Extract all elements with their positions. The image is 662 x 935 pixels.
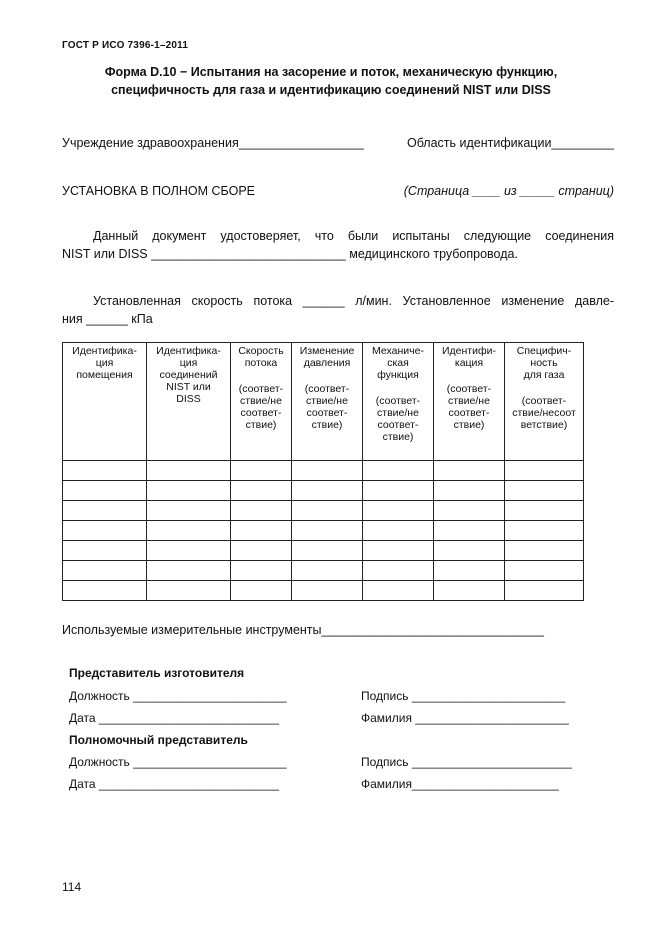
table-cell[interactable]: [434, 461, 505, 481]
table-cell[interactable]: [147, 461, 231, 481]
table-cell[interactable]: [363, 501, 434, 521]
authorized-signature-field[interactable]: Подпись ________________________: [361, 755, 572, 769]
table-cell[interactable]: [231, 521, 292, 541]
authorized-position-field[interactable]: Должность _______________________: [69, 755, 287, 769]
manufacturer-position-field[interactable]: Должность _______________________: [69, 689, 287, 703]
table-cell[interactable]: [147, 521, 231, 541]
table-cell[interactable]: [147, 581, 231, 601]
table-cell[interactable]: [147, 501, 231, 521]
column-header-compliance-note: (соответ- ствие/не соответ- ствие): [375, 395, 421, 443]
table-header-row: [63, 343, 584, 461]
table-cell[interactable]: [292, 461, 363, 481]
flow-settings-paragraph: [62, 292, 614, 328]
instruments-field[interactable]: Используемые измерительные инструменты________________________________: [62, 623, 544, 637]
column-header: [63, 343, 147, 461]
table-cell[interactable]: [63, 581, 147, 601]
table-cell[interactable]: [505, 461, 584, 481]
table-cell[interactable]: [363, 461, 434, 481]
form-title-line-1: Форма D.10 − Испытания на засорение и поток, механическую функцию,: [104, 65, 558, 79]
table-cell[interactable]: [363, 561, 434, 581]
table-cell[interactable]: [292, 541, 363, 561]
table-cell[interactable]: [434, 561, 505, 581]
table-cell[interactable]: [292, 581, 363, 601]
column-header-name: Идентифи- кация: [442, 345, 496, 369]
table-row: [63, 501, 584, 521]
column-header-name: Изменение давления: [299, 345, 355, 369]
table-cell[interactable]: [63, 561, 147, 581]
table-cell[interactable]: [231, 461, 292, 481]
identification-area-field[interactable]: Область идентификации_________: [406, 136, 614, 150]
standard-code: ГОСТ Р ИСО 7396-1–2011: [62, 40, 189, 51]
table-cell[interactable]: [434, 501, 505, 521]
table-cell[interactable]: [147, 481, 231, 501]
pressure-change-line[interactable]: ния ______ кПа: [62, 312, 153, 326]
column-header: [147, 343, 231, 461]
table-cell[interactable]: [434, 481, 505, 501]
column-header-name: Идентифика- ция помещения: [72, 345, 137, 381]
table-cell[interactable]: [434, 581, 505, 601]
table-cell[interactable]: [63, 521, 147, 541]
certification-line-2[interactable]: NIST или DISS ____________________________ медицинского трубопровода.: [62, 247, 518, 261]
table-row: [63, 541, 584, 561]
authorized-date-field[interactable]: Дата ___________________________: [69, 777, 280, 791]
table-cell[interactable]: [231, 581, 292, 601]
form-title-line-2: специфичность для газа и идентификацию соединений NIST или DISS: [111, 83, 551, 97]
table-row: [63, 481, 584, 501]
table-row: [63, 581, 584, 601]
institution-row: [62, 136, 614, 150]
table-cell[interactable]: [505, 501, 584, 521]
table-cell[interactable]: [63, 501, 147, 521]
table-cell[interactable]: [63, 481, 147, 501]
table-cell[interactable]: [147, 541, 231, 561]
table-cell[interactable]: [147, 561, 231, 581]
table-cell[interactable]: [505, 521, 584, 541]
table-cell[interactable]: [231, 501, 292, 521]
certification-line-1: Данный документ удостоверяет, что были испытаны следующие соединения: [93, 229, 614, 243]
table-row: [63, 521, 584, 541]
table-row: [63, 561, 584, 581]
table-cell[interactable]: [292, 481, 363, 501]
table-cell[interactable]: [231, 541, 292, 561]
column-header-compliance-note: (соответ- ствие/не соответ- ствие): [304, 383, 350, 431]
installation-label: УСТАНОВКА В ПОЛНОМ СБОРЕ: [62, 184, 255, 198]
column-header: [434, 343, 505, 461]
column-header-name: Идентифика- ция соединений NIST или DISS: [156, 345, 221, 405]
table-cell[interactable]: [292, 501, 363, 521]
certification-paragraph: [62, 227, 614, 263]
table-cell[interactable]: [231, 481, 292, 501]
page-number: 114: [62, 880, 82, 894]
test-results-table: [62, 342, 584, 601]
manufacturer-signature-field[interactable]: Подпись _______________________: [361, 689, 566, 703]
table-cell[interactable]: [292, 561, 363, 581]
column-header-compliance-note: (соответ- ствие/не соответ- ствие): [446, 383, 492, 431]
table-cell[interactable]: [231, 561, 292, 581]
table-cell[interactable]: [434, 541, 505, 561]
manufacturer-date-field[interactable]: Дата ___________________________: [69, 711, 280, 725]
flow-rate-line[interactable]: Установленная скорость потока ______ л/мин. Установленное изменение давле-: [93, 294, 614, 308]
authorized-surname-field[interactable]: Фамилия______________________: [361, 777, 559, 791]
column-header: [231, 343, 292, 461]
table-cell[interactable]: [63, 541, 147, 561]
table-cell[interactable]: [363, 581, 434, 601]
table-cell[interactable]: [292, 521, 363, 541]
column-header-name: Механиче- ская функция: [372, 345, 424, 381]
manufacturer-section-title: Представитель изготовителя: [69, 666, 245, 680]
column-header-name: Скорость потока: [238, 345, 284, 369]
column-header: [292, 343, 363, 461]
page-count-field[interactable]: (Страница ____ из _____ страниц): [403, 184, 614, 198]
table-cell[interactable]: [363, 481, 434, 501]
institution-field[interactable]: Учреждение здравоохранения__________________: [62, 136, 364, 150]
authorized-section-title: Полномочный представитель: [69, 733, 248, 747]
column-header: [505, 343, 584, 461]
table-cell[interactable]: [63, 461, 147, 481]
column-header-compliance-note: (соответ- ствие/не соответ- ствие): [238, 383, 284, 431]
table-cell[interactable]: [505, 561, 584, 581]
column-header-compliance-note: (соответ- ствие/несоот ветствие): [512, 395, 576, 431]
table-cell[interactable]: [363, 541, 434, 561]
table-cell[interactable]: [505, 481, 584, 501]
table-cell[interactable]: [505, 541, 584, 561]
table-cell[interactable]: [434, 521, 505, 541]
manufacturer-surname-field[interactable]: Фамилия _______________________: [361, 711, 569, 725]
table-cell[interactable]: [505, 581, 584, 601]
table-row: [63, 461, 584, 481]
column-header: [363, 343, 434, 461]
table-cell[interactable]: [363, 521, 434, 541]
column-header-name: Специфич- ность для газа: [516, 345, 572, 381]
installation-row: [62, 184, 614, 198]
